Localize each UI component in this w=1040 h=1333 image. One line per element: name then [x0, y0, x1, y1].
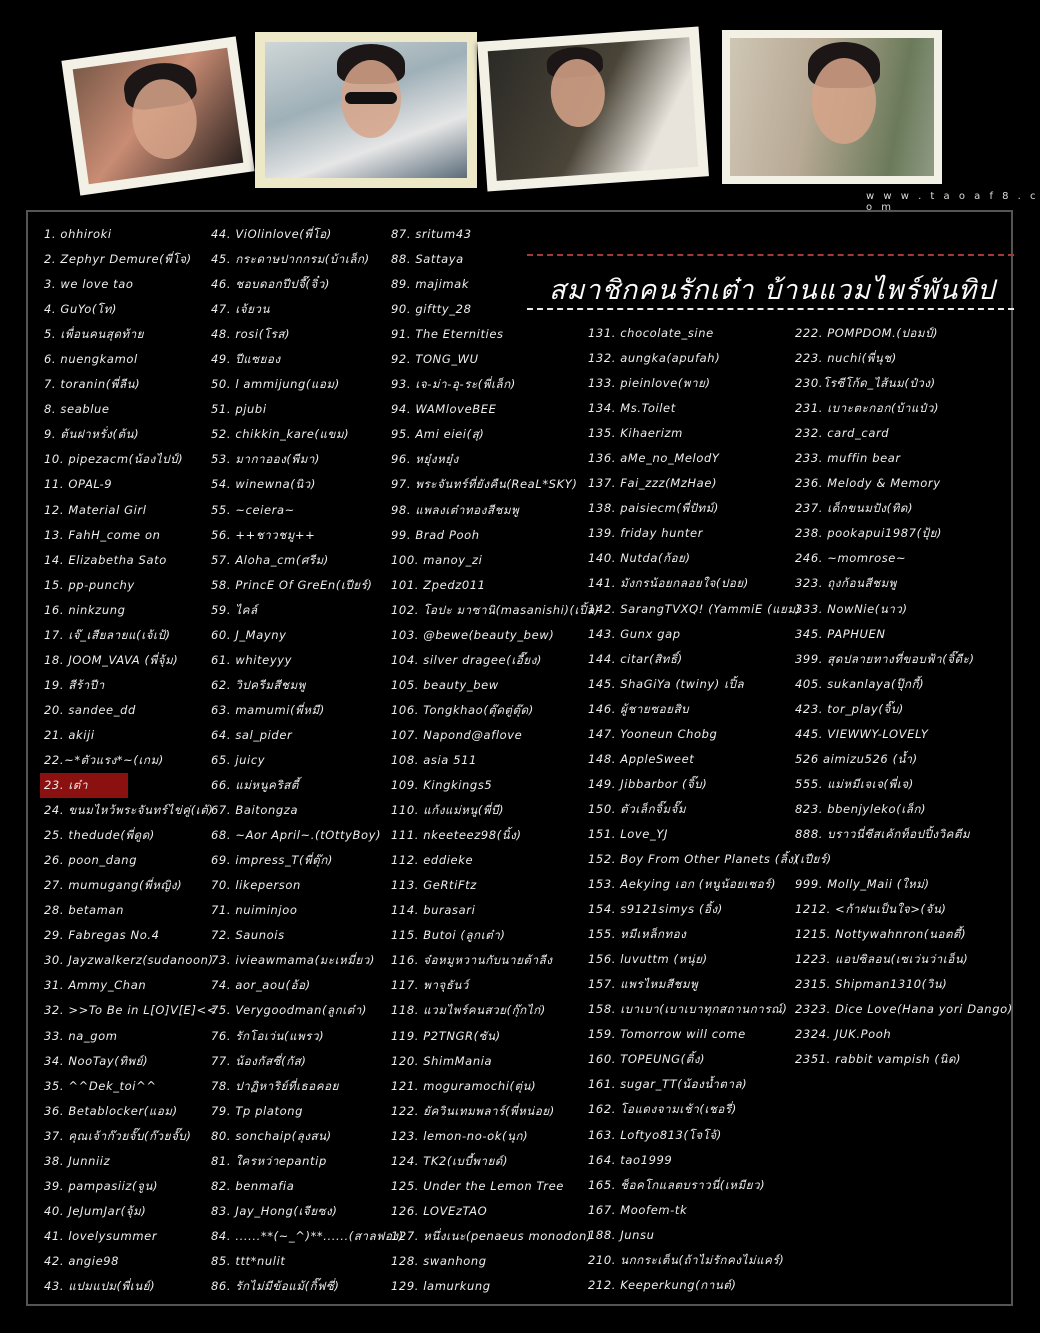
headline-banner [527, 254, 1014, 310]
member-entry: 72. Saunois [211, 928, 285, 943]
member-entry: 141. มังกรน้อยกลอยใจ(ปอย) [588, 576, 749, 591]
member-entry: 212. Keeperkung(กานต์) [588, 1277, 737, 1292]
member-entry: 116. จ๋อหมูหวานกับนายต้าลีง [391, 953, 553, 968]
member-entry: 42. angie98 [44, 1253, 120, 1268]
member-entry: 124. TK2(เบบี้พายด์) [391, 1153, 509, 1168]
member-entry: 126. LOVEzTAO [391, 1203, 488, 1218]
member-entry: 79. Tp platong [211, 1103, 303, 1118]
member-entry: 445. VIEWWY-LOVELY [795, 726, 929, 741]
member-entry: 231. เบาะตะกอก(บ้าแป๋ว) [795, 401, 940, 416]
member-entry: 405. sukanlaya(ปุ๊กกี้) [795, 676, 925, 691]
member-entry: 34. NooTay(ทิพย์) [44, 1053, 149, 1068]
member-entry: 92. TONG_WU [391, 352, 479, 367]
member-entry: 27. mumugang(พี่หญิง) [44, 878, 183, 893]
member-entry: 9. ต้นฝาหรั่ง(ต้น) [44, 427, 140, 442]
member-entry: 13. FahH_come on [44, 527, 161, 542]
member-entry: 50. l ammijung(แอม) [211, 377, 340, 392]
member-entry: 155. หมีเหล็กทอง [588, 927, 687, 942]
member-entry: 63. mamumi(พี่หมี) [211, 702, 325, 717]
member-entry: 164. tao1999 [588, 1152, 673, 1167]
member-entry: 153. Aekying เอก (หนูน้อยเซอร์) [588, 877, 777, 892]
member-entry: 122. ยัควินเทมพลาร์(พี่หน่อย) [391, 1103, 555, 1118]
member-entry: 114. burasari [391, 903, 476, 918]
member-entry: 65. juicy [211, 752, 266, 767]
member-entry: 3. we love tao [44, 277, 134, 292]
member-entry: 223. nuchi(พี่นุช) [795, 351, 897, 366]
member-entry: 233. muffin bear [795, 451, 901, 466]
member-entry: 25. thedude(พี่ดูด) [44, 828, 155, 843]
member-entry: 60. J_Mayny [211, 627, 287, 642]
member-entry: 165. ช็อคโกแลตบราวนี่(เหมียว) [588, 1177, 766, 1192]
member-column-5 [795, 321, 1013, 1072]
member-entry: 67. Baitongza [211, 803, 299, 818]
member-entry: 246. ~momrose~ [795, 551, 907, 566]
member-entry: 123. lemon-no-ok(นุก) [391, 1128, 529, 1143]
member-entry: 423. tor_play(จิ๊บ) [795, 701, 904, 716]
member-entry: 138. paisiecm(พี่ปัทม์) [588, 501, 720, 516]
member-entry: 128. swanhong [391, 1253, 487, 1268]
member-entry: 140. Nutda(ก้อย) [588, 551, 691, 566]
member-entry: 20. sandee_dd [44, 702, 136, 717]
member-entry: 55. ~ceiera~ [211, 502, 295, 517]
member-entry: 22.~*ตัวแรง*~(เกม) [44, 752, 164, 767]
member-entry: 129. lamurkung [391, 1278, 491, 1293]
member-entry: 999. Molly_Maii (ใหม่) [795, 877, 930, 892]
member-entry: 95. Ami eiei(สุ) [391, 427, 485, 442]
member-entry: 2324. JUK.Pooh [795, 1027, 892, 1042]
member-entry: 66. แม่หนูคริสตี้ [211, 778, 299, 793]
member-entry: 210. นกกระเต็น(ถ้าไม่รักคงไม่แคร์) [588, 1252, 785, 1267]
photo-frame-3 [477, 26, 709, 191]
member-entry: 139. friday hunter [588, 526, 704, 541]
member-entry: 2. Zephyr Demure(พี่โจ) [44, 252, 192, 267]
member-entry: 57. Aloha_cm(ศรีม) [211, 552, 329, 567]
member-entry: 105. beauty_bew [391, 677, 499, 692]
member-entry: 222. POMPDOM.(ปอมป์) [795, 326, 939, 340]
member-entry: 113. GeRtiFtz [391, 878, 477, 893]
member-entry: 47. เจ้ยวน [211, 302, 271, 317]
member-entry: 127. หนึ่งเนะ(penaeus monodon) [391, 1228, 592, 1243]
member-entry: 345. PAPHUEN [795, 626, 886, 641]
member-entry: 160. TOPEUNG(ติ้ง) [588, 1052, 706, 1067]
member-entry: 28. betaman [44, 903, 125, 918]
member-entry: 69. impress_T(พี่ตุ๊ก) [211, 853, 333, 868]
dashed-divider-bottom [527, 308, 1014, 310]
member-entry: 68. ~Aor April~.(tOttyBoy) [211, 828, 382, 843]
member-entry: 2323. Dice Love(Hana yori Dango) [795, 1002, 1013, 1017]
member-entry: 100. manoy_zi [391, 552, 483, 567]
member-entry: 12. Material Girl [44, 502, 147, 517]
member-entry: 78. ปาฏิหาริย์ที่เธอคอย [211, 1078, 339, 1093]
member-entry: 74. aor_aou(อ้อ) [211, 978, 311, 993]
member-entry: 44. ViOlinlove(พี่โอ) [211, 227, 332, 241]
dashed-divider-top [527, 254, 1014, 256]
member-entry: 76. รักโอเว่น(แพรว) [211, 1028, 325, 1043]
member-entry: 90. giftty_28 [391, 302, 472, 317]
member-entry: 36. Betablocker(แอม) [44, 1103, 178, 1118]
member-entry: 35. ^^Dek_toi^^ [44, 1078, 157, 1093]
member-entry: 132. aungka(apufah) [588, 351, 721, 366]
member-entry: 148. AppleSweet [588, 751, 695, 766]
member-entry: 154. s9121simys (อิ้ง) [588, 902, 723, 917]
member-entry-highlighted: 23. เต๋า [40, 773, 128, 798]
member-entry: 167. Moofem-tk [588, 1202, 688, 1217]
member-entry: 45. กระดาษปากกรม(บ้าเล็ก) [211, 252, 370, 267]
member-entry: 98. แพลงเต๋าทองสีชมพู [391, 502, 520, 517]
member-column-2 [211, 222, 404, 1299]
member-entry: 43. แปมแปม(พี่เนย์) [44, 1278, 156, 1293]
member-entry: 135. Kihaerizm [588, 426, 683, 441]
member-column-4 [588, 321, 801, 1298]
member-entry: 48. rosi(โรส) [211, 327, 291, 342]
member-entry: 94. WAMloveBEE [391, 402, 497, 417]
member-entry: 133. pieinlove(พาย) [588, 376, 711, 391]
member-entry: 84. ......**(~_^)**......(สาลฟอง) [211, 1228, 404, 1243]
member-entry: 151. Love_YJ [588, 826, 668, 841]
member-entry: 125. Under the Lemon Tree [391, 1178, 564, 1193]
member-entry: 162. โอแดงจามเช้า(เชอรี่) [588, 1102, 737, 1117]
member-entry: 121. moguramochi(ตุ่น) [391, 1078, 537, 1093]
member-entry: 37. คุณเจ้าก๊วยจั๊บ(ก๊วยจั๊บ) [44, 1128, 192, 1143]
member-entry: 142. SarangTVXQ! (YammiE (แยม) [588, 601, 801, 616]
photo-frame-4 [722, 30, 942, 184]
member-entry: 188. Junsu [588, 1227, 655, 1242]
member-entry: 1215. Nottywahnron(นอตตี้) [795, 927, 967, 942]
member-entry: 150. ตัวเล็กจิ๊มจั๊ม [588, 801, 687, 816]
member-entry: 888. บราวนี่ซีสเค้กท็อปปิ้งวิคตีม [795, 826, 971, 841]
member-entry: 21. akiji [44, 727, 95, 742]
member-entry: 61. whiteyyy [211, 652, 293, 667]
member-entry: 16. ninkzung [44, 602, 126, 617]
member-entry: 112. eddieke [391, 853, 474, 868]
member-entry: 145. ShaGiYa (twiny) เปิ้ล [588, 676, 745, 691]
member-entry: 41. lovelysummer [44, 1228, 158, 1243]
member-entry: 39. pampasiiz(จูน) [44, 1178, 159, 1193]
member-entry: 104. silver dragee(เอี๊ยง) [391, 652, 542, 667]
member-entry: 103. @bewe(beauty_bew) [391, 627, 555, 642]
member-entry: 31. Ammy_Chan [44, 978, 147, 993]
member-entry: 134. Ms.Toilet [588, 401, 676, 416]
member-entry: 17. เจ๊_เสียลายแ(เจ้เป้) [44, 627, 171, 642]
photo-frame-2 [255, 32, 477, 188]
member-entry: 101. Zpedz011 [391, 577, 486, 592]
member-entry: 89. majimak [391, 277, 470, 292]
member-entry: 62. วิปครีมสีชมพู [211, 677, 306, 692]
member-entry: 131. chocolate_sine [588, 326, 714, 340]
member-entry: 85. ttt*nulit [211, 1253, 286, 1268]
member-entry: 58. PrincE Of GreEn(เปียร์) [211, 577, 373, 592]
member-entry: 7. toranin(พี่ลีน) [44, 377, 141, 392]
member-entry: 80. sonchaip(ลุงสน) [211, 1128, 332, 1143]
member-entry: 70. likeperson [211, 878, 301, 893]
member-column-3 [391, 222, 600, 1299]
member-entry: 15. pp-punchy [44, 577, 135, 592]
member-entry: 64. sal_pider [211, 727, 293, 742]
member-entry: 526 aimizu526 (น้ำ) [795, 751, 918, 766]
member-entry: 75. Verygoodman(ลูกเต๋า) [211, 1003, 367, 1018]
member-entry: 14. Elizabetha Sato [44, 552, 167, 567]
member-entry: 91. The Eternities [391, 327, 504, 342]
member-entry: 8. seablue [44, 402, 110, 417]
portrait-photo-1 [73, 48, 244, 185]
member-entry: 81. ใครหว่าepantip [211, 1153, 327, 1168]
member-entry: 230.โรซีโก้ด_ไส้นม(ป๋วง) [795, 376, 936, 391]
member-entry: 30. Jayzwalkerz(sudanoon) [44, 953, 214, 968]
member-entry: 87. sritum43 [391, 227, 472, 241]
member-entry: 143. Gunx gap [588, 626, 681, 641]
member-entry: 823. bbenjyleko(เล็ก) [795, 801, 927, 816]
member-entry: 56. ++ชาวชมู++ [211, 527, 316, 542]
member-column-1 [44, 222, 217, 1299]
member-entry: 6. nuengkamol [44, 352, 138, 367]
member-entry: 158. เบาเบา(เบาเบาทุกสถานการณ์) [588, 1002, 788, 1017]
member-entry: 26. poon_dang [44, 853, 138, 868]
photo-frame-1 [61, 36, 254, 195]
member-entry: 49. ปีแซยอง [211, 352, 281, 367]
member-entry: 99. Brad Pooh [391, 527, 480, 542]
member-entry: 106. Tongkhao(ตุ๊ดตู่ตุ๊ด) [391, 702, 534, 717]
member-entry: 19. สีร้าปีา [44, 677, 105, 692]
member-entry: (เปียร์) [795, 851, 832, 866]
member-entry: 157. แพรไหมสีชมพู [588, 977, 699, 992]
member-entry: 4. GuYo(โท) [44, 302, 117, 317]
member-entry: 118. แวมไพร์คนสวย(กุ๊กไก่) [391, 1003, 546, 1018]
member-entry: 2351. rabbit vampish (นิด) [795, 1052, 962, 1067]
member-entry: 97. พระจันทร์ที่ยังคืน(ReaL*SKY) [391, 477, 578, 492]
member-entry: 82. benmafia [211, 1178, 295, 1193]
member-entry: 144. citar(สิทธิ์) [588, 651, 683, 666]
site-watermark: w w w . t a o a f 8 . c o m [866, 191, 1039, 213]
member-entry: 146. ผู้ชายซอยสิบ [588, 701, 690, 716]
member-entry: 102. โอปะ มาซานิ(masanishi)(เปิ้ล) [391, 602, 600, 617]
member-entry: 29. Fabregas No.4 [44, 928, 160, 943]
member-entry: 96. หยุ๋งหยุ๋ง [391, 452, 459, 467]
member-entry: 18. JOOM_VAVA (พี่จุ้ม) [44, 652, 179, 667]
member-entry: 88. Sattaya [391, 252, 464, 267]
member-entry: 152. Boy From Other Planets (ลิ้ง) [588, 851, 799, 866]
page-title: สมาชิกคนรักเต๋า บ้านแวมไพร์พันทิป [549, 275, 996, 306]
member-entry: 232. card_card [795, 426, 890, 441]
member-entry: 1. ohhiroki [44, 227, 112, 241]
member-entry: 77. น้องกัสซี่(กัส) [211, 1053, 307, 1068]
member-entry: 149. Jibbarbor (จิ๊บ) [588, 776, 708, 791]
member-entry: 1212. <ก้าฝนเป็นใจ>(จัน) [795, 902, 947, 917]
member-entry: 555. แม่หมีเจเจ(พี่เจ) [795, 776, 914, 791]
member-entry: 137. Fai_zzz(MzHae) [588, 476, 718, 491]
member-entry: 163. Loftyo813(โจโจ้) [588, 1127, 722, 1142]
member-entry: 107. Napond@aflove [391, 727, 523, 742]
member-entry: 71. nuiminjoo [211, 903, 298, 918]
member-entry: 52. chikkin_kare(แขม) [211, 427, 350, 442]
member-entry: 59. ไคล์ [211, 602, 258, 617]
member-entry: 323. ถุงก้อนสีชมพู [795, 576, 897, 591]
portrait-photo-4 [730, 38, 934, 176]
member-entry: 399. สุดปลายทางที่ขอบฟ้า(จิ๊ดีะ) [795, 651, 975, 666]
member-entry: 38. Junniiz [44, 1153, 111, 1168]
member-entry: 24. ขนมไหว้พระจันทร์ไข่คู่(เต้) [44, 803, 214, 818]
member-entry: 161. sugar_TT(น้องน้ำตาล) [588, 1077, 748, 1092]
member-entry: 73. ivieawmama(มะเหมี่ยว) [211, 953, 375, 968]
member-entry: 1223. แอปซิลอน(เซเว่นว่าเอ็น) [795, 952, 969, 967]
member-entry: 83. Jay_Hong(เจียซง) [211, 1203, 338, 1218]
member-entry: 33. na_gom [44, 1028, 118, 1043]
member-entry: 159. Tomorrow will come [588, 1027, 746, 1042]
member-entry: 40. JeJumJar(จุ้ม) [44, 1203, 147, 1218]
member-entry: 111. nkeeteez98(นิ้ง) [391, 828, 522, 843]
portrait-photo-2 [265, 42, 467, 178]
member-entry: 51. pjubi [211, 402, 267, 417]
member-entry: 237. เด็กขนมปัง(ทิด) [795, 501, 914, 516]
member-entry: 10. pipezacm(น้องไปป์) [44, 452, 184, 467]
member-entry: 236. Melody & Memory [795, 476, 941, 491]
member-entry: 147. Yooneun Chobg [588, 726, 718, 741]
member-entry: 110. แก้งแม่หนู(พี่บี) [391, 803, 505, 818]
member-entry: 136. aMe_no_MelodY [588, 451, 720, 466]
member-entry: 108. asia 511 [391, 752, 477, 767]
member-entry: 119. P2TNGR(ซัน) [391, 1028, 501, 1043]
member-entry: 115. Butoi (ลูกเต๋า) [391, 928, 506, 943]
member-entry: 333. NowNie(นาว) [795, 601, 908, 616]
member-entry: 53. มากาออง(พีมา) [211, 452, 321, 467]
member-entry: 5. เพื่อนคนสุดท้าย [44, 327, 145, 342]
member-entry: 11. OPAL-9 [44, 477, 113, 492]
member-entry: 120. ShimMania [391, 1053, 493, 1068]
member-entry: 2315. Shipman1310(วิน) [795, 977, 948, 992]
member-entry: 54. winewna(นิว) [211, 477, 316, 492]
member-entry: 117. พาจุธันว์ [391, 978, 469, 993]
member-entry: 32. >>To Be in L[O]V[E]<< [44, 1003, 218, 1018]
member-entry: 46. ชอบดอกปีปจี๊(จิ๋ว) [211, 277, 331, 292]
member-entry: 109. Kingkings5 [391, 778, 493, 793]
member-entry: 93. เจ-ม่า-อุ-ระ(พี่เล็ก) [391, 377, 516, 392]
member-entry: 156. luvuttm (หนุ่ย) [588, 952, 708, 967]
portrait-photo-3 [488, 37, 699, 181]
member-entry: 238. pookapui1987(ปุ้ย) [795, 526, 943, 541]
member-entry: 86. รักไม่มีข้อแม้(กิ๊ฟซี่) [211, 1278, 340, 1293]
